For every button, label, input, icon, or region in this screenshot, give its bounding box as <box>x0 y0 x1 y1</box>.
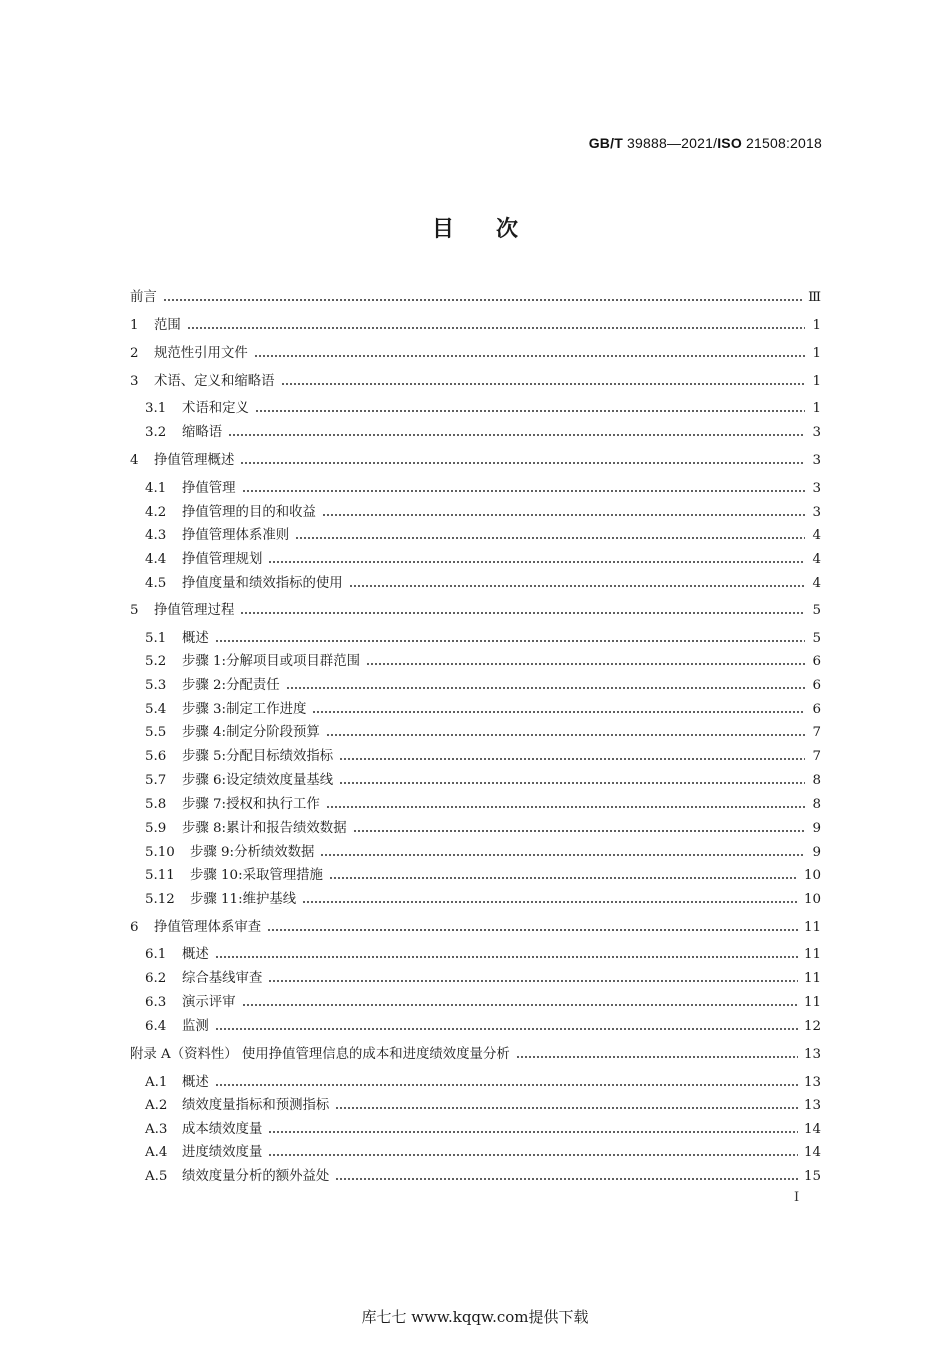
toc-entry-title: 范围 <box>154 318 181 333</box>
toc-entry[interactable] <box>145 993 821 1013</box>
toc-entry-number: 6.2 <box>145 971 167 986</box>
toc-entry-page: 10 <box>803 868 821 883</box>
toc-entry-page: 1 <box>812 374 821 389</box>
toc-entry-title: 概述 <box>182 1075 209 1090</box>
toc-entry-title: 步骤 8:累计和报告绩效数据 <box>182 821 347 836</box>
toc-entry-number: 1 <box>130 318 139 333</box>
toc-entry[interactable] <box>145 652 821 672</box>
toc-leader-dots <box>302 901 798 903</box>
toc-entry[interactable] <box>145 819 821 839</box>
toc-leader-dots <box>329 877 798 879</box>
toc-leader-dots <box>240 612 805 614</box>
toc-entry-title: 步骤 1:分解项目或项目群范围 <box>182 654 360 669</box>
toc-entry-page: 5 <box>812 603 821 618</box>
toc-entry-page: 9 <box>812 845 821 860</box>
toc-entry[interactable] <box>145 1167 821 1187</box>
footer-watermark: 库七七 www.kqqw.com提供下载 <box>361 1308 589 1326</box>
toc-leader-dots <box>295 537 805 539</box>
toc-leader-dots <box>326 734 805 736</box>
toc-entry-title: 演示评审 <box>182 995 236 1010</box>
toc-entry-page: 11 <box>803 920 821 935</box>
toc-entry-number: 6.4 <box>145 1019 167 1034</box>
std-number: 39888—2021/ <box>622 135 718 151</box>
toc-entry-page: 3 <box>812 453 821 468</box>
toc-entry-number: 6.3 <box>145 995 167 1010</box>
toc-entry-number: 3.2 <box>145 425 167 440</box>
toc-entry-title: 步骤 4:制定分阶段预算 <box>182 725 320 740</box>
toc-leader-dots <box>349 585 805 587</box>
toc-entry[interactable] <box>130 918 821 938</box>
toc-leader-dots <box>339 782 805 784</box>
toc-entry[interactable] <box>130 344 821 364</box>
toc-entry-title: 术语、定义和缩略语 <box>154 374 275 389</box>
toc-entry-title: 绩效度量分析的额外益处 <box>182 1169 330 1184</box>
toc-leader-dots <box>267 929 798 931</box>
toc-leader-dots <box>326 806 805 808</box>
toc-entry[interactable] <box>130 372 821 392</box>
toc-entry-title: 进度绩效度量 <box>182 1145 263 1160</box>
toc-leader-dots <box>215 640 805 642</box>
toc-entry[interactable] <box>130 288 821 308</box>
toc-entry-number: 4.2 <box>145 505 167 520</box>
toc-entry-page: 6 <box>812 702 821 717</box>
toc-entry-title: 绩效度量指标和预测指标 <box>182 1098 330 1113</box>
toc-entry-page: 13 <box>803 1075 821 1090</box>
toc-leader-dots <box>366 663 805 665</box>
iso-number: 21508:2018 <box>741 135 822 151</box>
toc-entry-title: 步骤 3:制定工作进度 <box>182 702 307 717</box>
toc-leader-dots <box>254 355 805 357</box>
toc-entry-number: A.3 <box>145 1122 168 1137</box>
toc-entry-number: 5.9 <box>145 821 167 836</box>
toc-entry-number: 5.2 <box>145 654 167 669</box>
toc-entry-title: 步骤 7:授权和执行工作 <box>182 797 320 812</box>
toc-entry[interactable] <box>130 1045 821 1065</box>
toc-entry[interactable] <box>145 723 821 743</box>
toc-entry-number: 5.7 <box>145 773 167 788</box>
std-prefix: GB/T <box>588 135 623 151</box>
toc-entry-page: 5 <box>812 631 821 646</box>
toc-entry-page: 3 <box>812 481 821 496</box>
toc-entry-title: 步骤 11:维护基线 <box>190 892 297 907</box>
toc-entry[interactable] <box>130 451 821 471</box>
toc-entry-page: 14 <box>803 1122 821 1137</box>
toc-entry-number: A.2 <box>145 1098 168 1113</box>
toc-entry[interactable] <box>145 479 821 499</box>
toc-leader-dots <box>268 561 805 563</box>
toc-leader-dots <box>286 687 805 689</box>
toc-leader-dots <box>320 854 805 856</box>
toc-leader-dots <box>268 980 798 982</box>
toc-entry[interactable] <box>145 503 821 523</box>
toc-leader-dots <box>322 514 805 516</box>
toc-entry[interactable] <box>130 316 821 336</box>
toc-leader-dots <box>215 1028 798 1030</box>
toc-entry[interactable] <box>145 550 821 570</box>
toc-entry-title: 附录 A（资料性） 使用挣值管理信息的成本和进度绩效度量分析 <box>130 1047 510 1062</box>
toc-entry-title: 步骤 6:设定绩效度量基线 <box>182 773 334 788</box>
toc-entry-title: 挣值管理体系审查 <box>154 920 262 935</box>
toc-entry-page: 4 <box>812 528 821 543</box>
toc-entry-page: 1 <box>812 346 821 361</box>
toc-entry-number: 5.4 <box>145 702 167 717</box>
toc-entry-title: 挣值管理的目的和收益 <box>182 505 316 520</box>
toc-leader-dots <box>339 758 805 760</box>
page-number: I <box>794 1190 800 1205</box>
toc-entry-title: 规范性引用文件 <box>154 346 248 361</box>
toc-entry-number: 3.1 <box>145 401 167 416</box>
toc-entry-title: 概述 <box>182 631 209 646</box>
toc-entry-page: 1 <box>812 401 821 416</box>
toc-leader-dots <box>215 956 798 958</box>
toc-leader-dots <box>335 1178 798 1180</box>
toc-entry[interactable] <box>145 1143 821 1163</box>
toc-entry[interactable] <box>145 1017 821 1037</box>
toc-leader-dots <box>187 327 805 329</box>
toc-entry-number: 5 <box>130 603 139 618</box>
toc-entry-page: 6 <box>812 654 821 669</box>
toc-entry-number: 4.3 <box>145 528 167 543</box>
toc-leader-dots <box>242 490 805 492</box>
toc-entry-page: 1 <box>812 318 821 333</box>
toc-leader-dots <box>312 711 805 713</box>
toc-entry-title: 步骤 5:分配目标绩效指标 <box>182 749 334 764</box>
toc-entry[interactable] <box>145 843 821 863</box>
toc-entry-number: 4 <box>130 453 139 468</box>
toc-entry-title: 步骤 9:分析绩效数据 <box>190 845 315 860</box>
toc-entry[interactable] <box>145 771 821 791</box>
toc-entry-title: 挣值管理 <box>182 481 236 496</box>
toc-entry-page: 7 <box>812 749 821 764</box>
toc-entry-number: 5.8 <box>145 797 167 812</box>
toc-entry[interactable] <box>145 969 821 989</box>
toc-entry-number: A.5 <box>145 1169 168 1184</box>
toc-entry-page: 9 <box>812 821 821 836</box>
toc-entry[interactable] <box>145 1096 821 1116</box>
toc-entry[interactable] <box>145 629 821 649</box>
toc-entry-title: 挣值管理过程 <box>154 603 235 618</box>
toc-title: 目次 <box>431 217 560 242</box>
toc-entry-page: 6 <box>812 678 821 693</box>
toc-entry[interactable] <box>145 1073 821 1093</box>
toc-entry-number: 6.1 <box>145 947 167 962</box>
toc-entry-number: A.4 <box>145 1145 168 1160</box>
toc-entry[interactable] <box>145 399 821 419</box>
toc-entry-title: 挣值管理规划 <box>182 552 263 567</box>
toc-entry-page: 14 <box>803 1145 821 1160</box>
toc-entry-page: 15 <box>803 1169 821 1184</box>
toc-leader-dots <box>215 1084 798 1086</box>
toc-entry[interactable] <box>145 795 821 815</box>
toc-entry-title: 挣值管理概述 <box>154 453 235 468</box>
toc-entry[interactable] <box>145 574 821 594</box>
toc-entry[interactable] <box>145 945 821 965</box>
toc-entry-page: 8 <box>812 797 821 812</box>
toc-entry-title: 概述 <box>182 947 209 962</box>
toc-entry-page: Ⅲ <box>808 290 821 305</box>
toc-entry[interactable] <box>130 601 821 621</box>
toc-entry[interactable] <box>145 423 821 443</box>
toc-entry-title: 缩略语 <box>182 425 223 440</box>
standard-code <box>589 135 822 151</box>
toc-leader-dots <box>281 383 805 385</box>
toc-entry-page: 4 <box>812 576 821 591</box>
toc-entry-page: 3 <box>812 505 821 520</box>
toc-entry-page: 8 <box>812 773 821 788</box>
toc-entry-page: 11 <box>803 995 821 1010</box>
toc-entry-title: 监测 <box>182 1019 209 1034</box>
toc-entry[interactable] <box>145 866 821 886</box>
toc-entry-title: 前言 <box>130 290 157 305</box>
toc-entry-page: 11 <box>803 947 821 962</box>
toc-leader-dots <box>268 1131 798 1133</box>
toc-entry[interactable] <box>145 526 821 546</box>
toc-entry-title: 步骤 10:采取管理措施 <box>190 868 323 883</box>
toc-leader-dots <box>240 462 805 464</box>
toc-entry-number: 5.3 <box>145 678 167 693</box>
toc-entry[interactable] <box>145 890 821 910</box>
toc-leader-dots <box>242 1004 798 1006</box>
iso-prefix: ISO <box>717 135 742 151</box>
toc-entry-page: 13 <box>803 1047 821 1062</box>
toc-leader-dots <box>353 830 805 832</box>
toc-entry-number: 5.12 <box>145 892 175 907</box>
toc-entry[interactable] <box>145 700 821 720</box>
toc-leader-dots <box>516 1056 798 1058</box>
toc-entry-number: 2 <box>130 346 139 361</box>
toc-entry-number: 5.5 <box>145 725 167 740</box>
toc-entry-page: 7 <box>812 725 821 740</box>
toc-entry-number: 4.4 <box>145 552 167 567</box>
toc-entry-page: 3 <box>812 425 821 440</box>
toc-entry-number: 5.10 <box>145 845 175 860</box>
toc-entry-title: 挣值度量和绩效指标的使用 <box>182 576 343 591</box>
toc-entry-number: A.1 <box>145 1075 168 1090</box>
toc-entry-page: 13 <box>803 1098 821 1113</box>
toc-entry-title: 综合基线审查 <box>182 971 263 986</box>
toc-entry-title: 成本绩效度量 <box>182 1122 263 1137</box>
toc-entry-number: 5.11 <box>145 868 175 883</box>
toc-entry-title: 步骤 2:分配责任 <box>182 678 280 693</box>
toc-leader-dots <box>255 410 805 412</box>
toc-entry-number: 4.1 <box>145 481 167 496</box>
toc-entry[interactable] <box>145 747 821 767</box>
toc-entry-number: 6 <box>130 920 139 935</box>
toc-leader-dots <box>335 1107 798 1109</box>
toc-entry-page: 11 <box>803 971 821 986</box>
toc-entry-number: 5.6 <box>145 749 167 764</box>
toc-leader-dots <box>268 1154 798 1156</box>
toc-leader-dots <box>228 434 805 436</box>
toc-entry[interactable] <box>145 1120 821 1140</box>
toc-entry-page: 10 <box>803 892 821 907</box>
toc-entry-page: 4 <box>812 552 821 567</box>
toc-entry-title: 挣值管理体系准则 <box>182 528 290 543</box>
toc-entry[interactable] <box>145 676 821 696</box>
toc-entry-page: 12 <box>803 1019 821 1034</box>
toc-entry-title: 术语和定义 <box>182 401 249 416</box>
toc-entry-number: 5.1 <box>145 631 167 646</box>
toc-entry-number: 4.5 <box>145 576 167 591</box>
toc-entry-number: 3 <box>130 374 139 389</box>
toc-leader-dots <box>163 299 802 301</box>
